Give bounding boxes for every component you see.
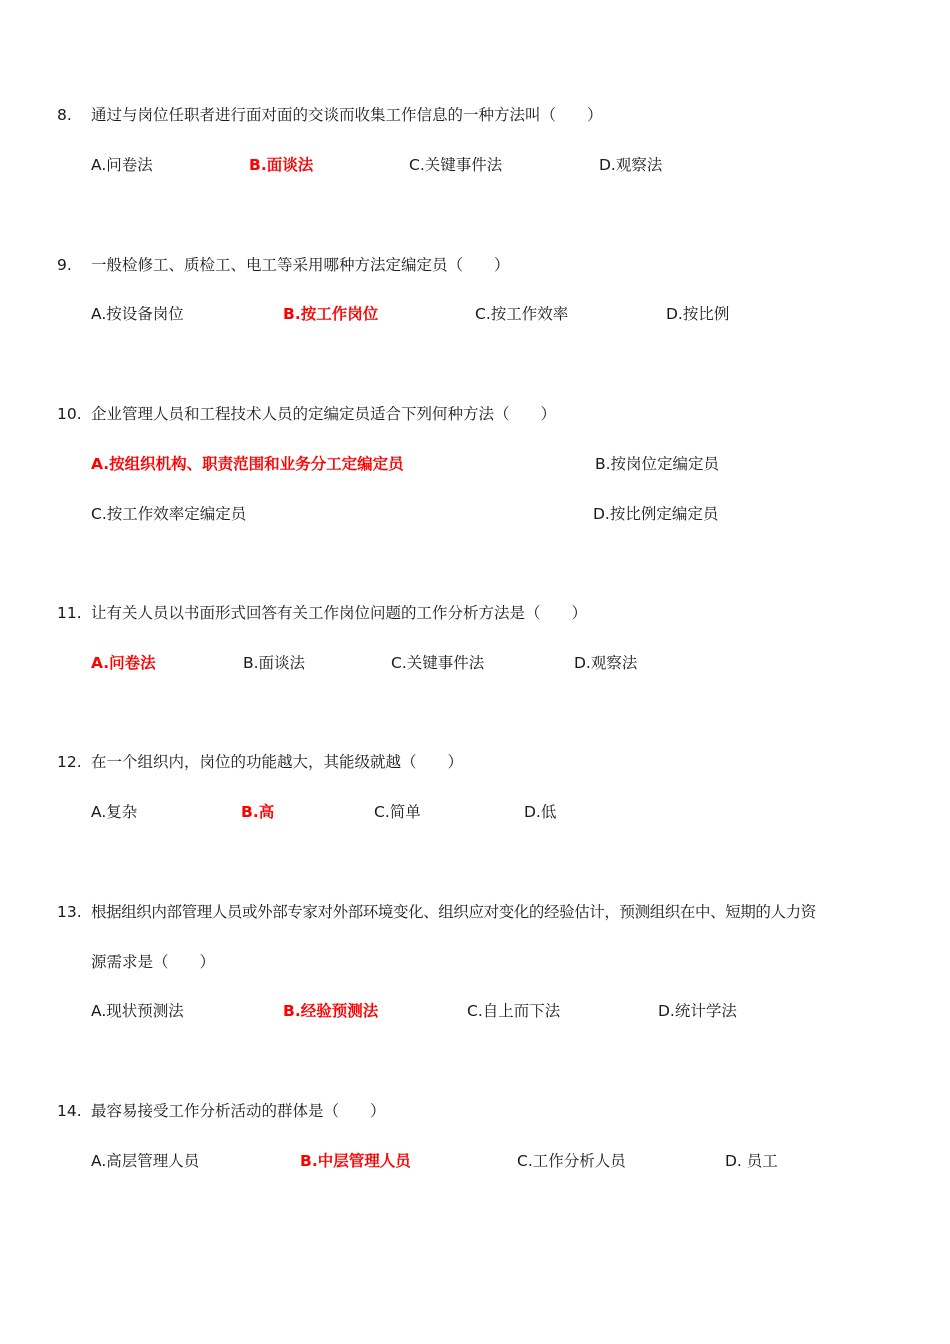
option-c: C.自上而下法 <box>467 1002 561 1020</box>
option-b-correct: B.面谈法 <box>249 156 314 174</box>
question-text: 一般检修工、质检工、电工等采用哪种方法定编定员（ ） <box>91 256 510 274</box>
option-d: D.按比例 <box>666 305 730 323</box>
option-a: A.现状预测法 <box>91 1002 184 1020</box>
question-text: 在一个组织内，岗位的功能越大，其能级就越（ ） <box>91 753 464 771</box>
question-text: 根据组织内部管理人员或外部专家对外部环境变化、组织应对变化的经验估计，预测组织在中、短期的人力资 <box>91 903 816 921</box>
option-d: D. 员工 <box>725 1152 778 1170</box>
option-d: D.按比例定编定员 <box>593 505 719 523</box>
option-b-correct: B.经验预测法 <box>283 1002 379 1020</box>
option-d: D.观察法 <box>599 156 663 174</box>
option-b-correct: B.高 <box>241 803 275 821</box>
question-number: 11. <box>57 604 82 622</box>
option-c: C.按工作效率定编定员 <box>91 505 247 523</box>
option-b-correct: B.按工作岗位 <box>283 305 379 323</box>
question-text: 让有关人员以书面形式回答有关工作岗位问题的工作分析方法是（ ） <box>91 604 588 622</box>
option-b-correct: B.中层管理人员 <box>300 1152 411 1170</box>
option-c: C.关键事件法 <box>409 156 503 174</box>
question-text: 最容易接受工作分析活动的群体是（ ） <box>91 1102 386 1120</box>
option-b: B.按岗位定编定员 <box>595 455 720 473</box>
question-text: 通过与岗位任职者进行面对面的交谈而收集工作信息的一种方法叫（ ） <box>91 106 603 124</box>
option-a: A.问卷法 <box>91 156 153 174</box>
question-text: 企业管理人员和工程技术人员的定编定员适合下列何种方法（ ） <box>91 405 557 423</box>
option-c: C.简单 <box>374 803 421 821</box>
question-number: 10. <box>57 405 82 423</box>
option-c: C.按工作效率 <box>475 305 569 323</box>
option-d: D.低 <box>524 803 557 821</box>
question-number: 12. <box>57 753 82 771</box>
option-c: C.关键事件法 <box>391 654 485 672</box>
option-b: B.面谈法 <box>243 654 306 672</box>
option-c: C.工作分析人员 <box>517 1152 626 1170</box>
option-a: A.复杂 <box>91 803 138 821</box>
option-a: A.按设备岗位 <box>91 305 184 323</box>
question-number: 9. <box>57 256 72 274</box>
option-a-correct: A.按组织机构、职责范围和业务分工定编定员 <box>91 455 404 473</box>
question-number: 8. <box>57 106 72 124</box>
option-d: D.统计学法 <box>658 1002 737 1020</box>
option-a-correct: A.问卷法 <box>91 654 156 672</box>
option-d: D.观察法 <box>574 654 638 672</box>
option-a: A.高层管理人员 <box>91 1152 200 1170</box>
question-number: 13. <box>57 903 82 921</box>
question-text-continued: 源需求是（ ） <box>91 953 216 971</box>
question-number: 14. <box>57 1102 82 1120</box>
